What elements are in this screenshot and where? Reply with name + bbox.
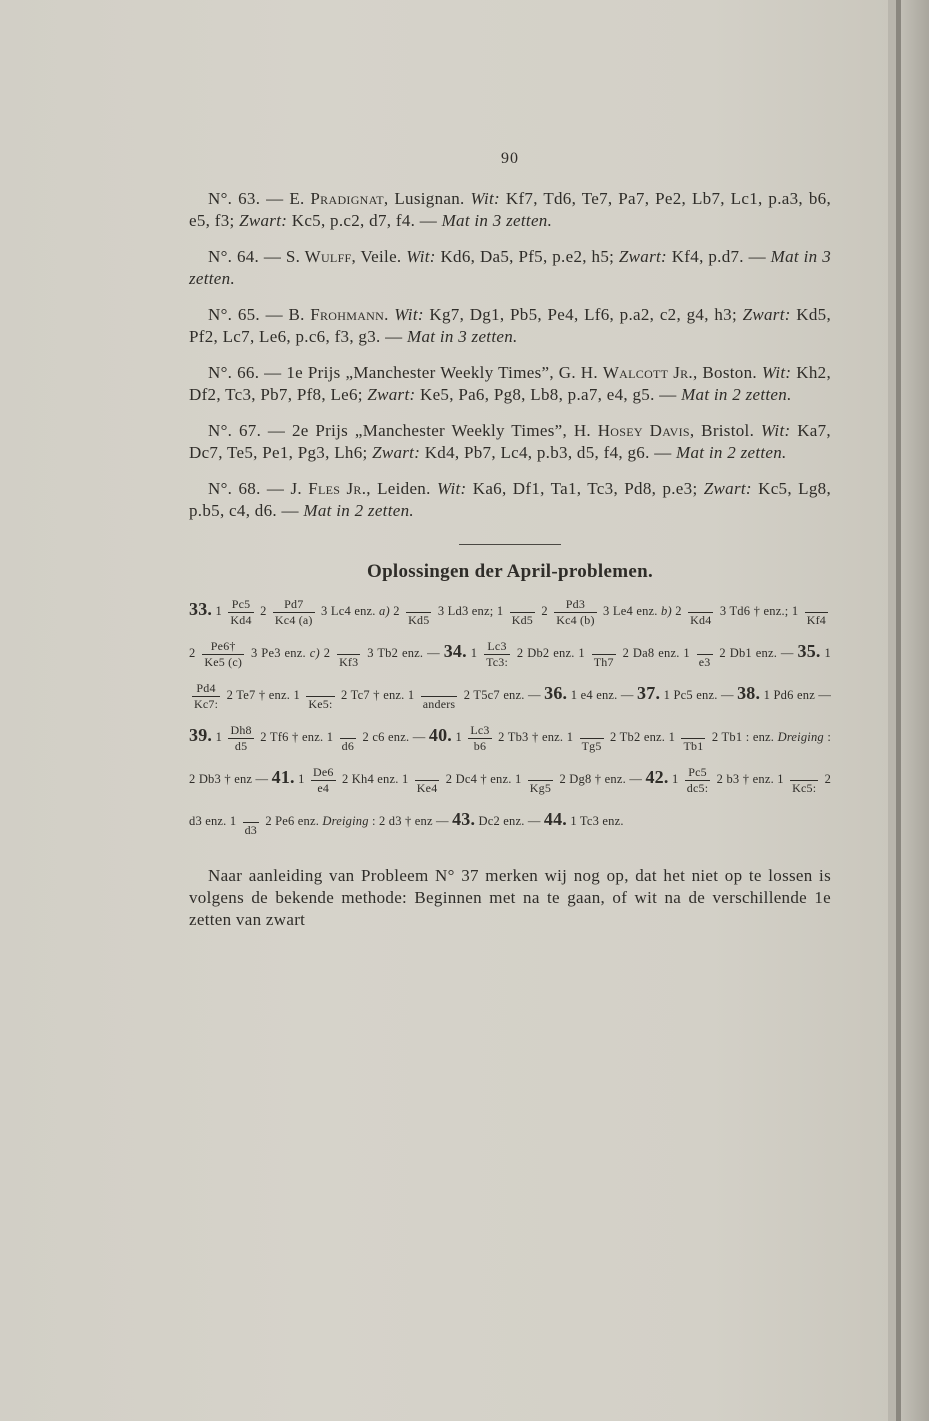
problem-author: Hosey Davis	[597, 421, 690, 440]
problem-place: , Bristol.	[689, 421, 761, 440]
problem-black-label: Zwart:	[367, 385, 416, 404]
move-text: 1	[455, 730, 462, 744]
problem-author: B. Frohmann	[288, 305, 385, 324]
solutions-block	[189, 589, 831, 841]
solution-number: 36.	[544, 683, 568, 703]
move-fraction: $\frac{Pd3}{Kc4 (b)}$	[556, 596, 595, 627]
problem-place: , Veile.	[351, 247, 407, 266]
problem-prefix: N°. 68. —	[208, 479, 291, 498]
move-fraction: $\frac{Pd7}{Kc4 (a)}$	[274, 596, 313, 627]
move-text: 3 Lc4 enz.	[321, 604, 376, 618]
move-fraction: $\frac{Lc3}{Tc3:}$	[486, 638, 509, 669]
move-fraction: $\frac{Pc5}{Kd4}$	[230, 596, 252, 627]
page-content	[189, 150, 831, 931]
move-text: : 2 Db3 † enz —	[189, 730, 832, 786]
move-fraction: Ke5:	[308, 696, 333, 711]
move-fraction: Kf3	[339, 654, 359, 669]
move-text: 2 Db1 enz. —	[719, 646, 794, 660]
problem-black: Kc5, p.c2, d7, f4. —	[287, 211, 442, 230]
problem-entry	[189, 362, 831, 406]
move-text: 1	[215, 604, 222, 618]
problem-black: Ke5, Pa6, Pg8, Lb8, p.a7, e4, g5. —	[415, 385, 682, 404]
move-text: 2 Db2 enz. 1	[516, 646, 585, 660]
move-fraction: anders	[422, 696, 456, 711]
move-fraction: Kg5	[529, 780, 552, 795]
solution-number: 35.	[797, 641, 821, 661]
move-text: 1	[671, 772, 679, 786]
problem-white: Kh2, Df2, Tc3, Pb7, Pf8, Le6;	[189, 363, 831, 404]
problem-entry	[189, 188, 831, 232]
move-text: 1	[298, 772, 305, 786]
solution-number: 39.	[189, 725, 213, 745]
move-text: 2 Dc4 † enz. 1	[445, 772, 522, 786]
move-text: 2 c6 enz. —	[362, 730, 426, 744]
problem-white-label: Wit:	[394, 305, 424, 324]
solution-number: 43.	[452, 809, 476, 829]
move-text: 3 Tb2 enz. —	[367, 646, 440, 660]
move-text: 2 Dg8 † enz. —	[559, 772, 643, 786]
move-text: 2 T5c7 enz. —	[463, 688, 541, 702]
problem-black: Kd5, Pf2, Lc7, Le6, p.c6, f3, g3. —	[189, 305, 832, 346]
move-text: 2 Tf6 † enz. 1	[260, 730, 334, 744]
problem-black: Kc5, Lg8, p.b5, c4, d6. —	[189, 479, 831, 520]
problem-author: E. Pradignat	[289, 189, 384, 208]
problem-entry	[189, 304, 831, 348]
move-text: 1 Tc3 enz.	[570, 814, 624, 828]
problem-white-label: Wit:	[470, 189, 500, 208]
problem-list	[189, 188, 831, 522]
problem-white-label: Wit:	[436, 479, 467, 498]
problem-place: , Leiden.	[366, 479, 437, 498]
move-fraction: $\frac{Dh8}{d5}$	[230, 722, 252, 753]
problem-white: Kg7, Dg1, Pb5, Pe4, Lf6, p.a2, c2, g4, h3;	[423, 305, 743, 324]
move-text: 2 Tb1 : enz.	[711, 730, 775, 744]
problem-white-label: Wit:	[761, 363, 792, 382]
solution-number: 38.	[737, 683, 761, 703]
problem-black-label: Zwart:	[239, 211, 288, 230]
page-edge	[888, 0, 896, 1421]
move-fraction: d6	[341, 738, 355, 753]
problem-white-label: Wit:	[406, 247, 436, 266]
move-text: 2 Pe6 enz.	[265, 814, 320, 828]
problem-white: Kd6, Da5, Pf5, p.e2, h5;	[435, 247, 619, 266]
move-fraction: $\frac{Pd4}{Kc7:}$	[194, 680, 219, 711]
move-fraction: Tb1	[683, 738, 704, 753]
move-text: 3 Pe3 enz.	[250, 646, 306, 660]
move-text: 2 Te7 † enz. 1	[226, 688, 300, 702]
move-text: : 2 d3 † enz —	[372, 814, 449, 828]
problem-black-label: Zwart:	[372, 443, 421, 462]
threat-label: Dreiging	[322, 814, 369, 828]
variation-label: a)	[379, 604, 390, 618]
problem-black-label: Zwart:	[618, 247, 667, 266]
move-text: 1	[824, 646, 831, 660]
problem-prefix: N°. 64. —	[208, 247, 286, 266]
book-edge	[901, 0, 929, 1421]
problem-black-label: Zwart:	[703, 479, 752, 498]
problem-prefix: N°. 65. —	[208, 305, 289, 324]
threat-label: Dreiging	[777, 730, 824, 744]
problem-result: Mat in 2 zetten.	[303, 501, 414, 520]
variation-label: c)	[309, 646, 320, 660]
problem-author: J. Fles Jr.	[290, 479, 367, 498]
move-text: 2 d3 enz. 1	[189, 772, 832, 828]
move-fraction: d3	[244, 822, 258, 837]
move-text: 3 Td6 † enz.; 1	[719, 604, 799, 618]
move-text: 1 e4 enz. —	[570, 688, 634, 702]
problem-place: .	[384, 305, 395, 324]
move-fraction: Tg5	[581, 738, 602, 753]
move-text: 2 Tc7 † enz. 1	[340, 688, 415, 702]
problem-black-label: Zwart:	[742, 305, 791, 324]
problem-place: , Lusignan.	[383, 189, 471, 208]
move-text: 3 Ld3 enz; 1	[437, 604, 504, 618]
move-text: 2	[675, 604, 682, 618]
move-fraction: Kd5	[511, 612, 533, 627]
move-fraction: Kd5	[408, 612, 430, 627]
problem-author: S. Wulff	[285, 247, 352, 266]
move-text: 2 Kh4 enz. 1	[341, 772, 409, 786]
move-fraction: e3	[698, 654, 711, 669]
move-fraction: $\frac{De6}{e4}$	[312, 764, 334, 795]
variation-label: b)	[661, 604, 672, 618]
problem-white: Ka7, Dc7, Te5, Pe1, Pg3, Lh6;	[189, 421, 831, 462]
problem-result: Mat in 2 zetten.	[676, 443, 787, 462]
move-text: 1	[215, 730, 223, 744]
move-text: 2 b3 † enz. 1	[716, 772, 784, 786]
solution-number: 42.	[645, 767, 669, 787]
move-fraction: $\frac{Pe6\dagger}{Ke5 (c)}$	[204, 638, 243, 669]
move-text: 2 Tb3 † enz. 1	[498, 730, 574, 744]
move-text: Dc2 enz. —	[478, 814, 541, 828]
move-fraction: $\frac{Pc5}{dc5:}$	[686, 764, 709, 795]
problem-prefix: N°. 63. —	[208, 189, 290, 208]
section-heading: Oplossingen der April-problemen.	[366, 561, 654, 582]
section-divider	[459, 544, 561, 545]
move-text: 2 Tb2 enz. 1	[610, 730, 676, 744]
move-fraction: Ke4	[416, 780, 438, 795]
move-text: 1 Pc5 enz. —	[663, 688, 734, 702]
problem-result: Mat in 3 zetten.	[189, 247, 832, 288]
solution-number: 44.	[543, 809, 568, 829]
move-text: 1	[470, 646, 478, 660]
page-number: 90	[501, 150, 519, 167]
problem-white: Ka6, Df1, Ta1, Tc3, Pd8, p.e3;	[466, 479, 704, 498]
move-text: 2	[323, 646, 331, 660]
solution-number: 33.	[189, 599, 213, 619]
problem-prefix: N°. 66. — 1e Prijs „Manchester Weekly Times”, G. H.	[208, 363, 603, 382]
move-text: 2	[260, 604, 267, 618]
problem-entry	[189, 420, 831, 464]
solution-number: 37.	[637, 683, 661, 703]
problem-white-label: Wit:	[760, 421, 791, 440]
solution-number: 41.	[271, 767, 295, 787]
move-text: 2	[541, 604, 548, 618]
problem-author: Walcott Jr.	[602, 363, 693, 382]
problem-black: Kf4, p.d7. —	[667, 247, 771, 266]
problem-result: Mat in 3 zetten.	[441, 211, 553, 230]
move-text: 2 Da8 enz. 1	[622, 646, 690, 660]
move-fraction: Th7	[593, 654, 614, 669]
move-fraction: Kd4	[690, 612, 712, 627]
closing-paragraph: Naar aanleiding van Probleem N° 37 merken wij nog op, dat het niet op te lossen is volgens de bekende methode: Beginnen met na te gaan, of wit na de verschillende 1e zetten van zwart	[189, 866, 831, 929]
move-fraction: Kf4	[806, 612, 826, 627]
problem-black: Kd4, Pb7, Lc4, p.b3, d5, f4, g6. —	[420, 443, 677, 462]
problem-white: Kf7, Td6, Te7, Pa7, Pe2, Lb7, Lc1, p.a3, b6, e5, f3;	[189, 189, 831, 230]
problem-result: Mat in 2 zetten.	[681, 385, 792, 404]
move-text: 1 Pd6 enz —	[763, 688, 832, 702]
move-text: 2	[393, 604, 400, 618]
problem-entry	[189, 246, 831, 290]
problem-entry	[189, 478, 831, 522]
move-fraction: Kc5:	[792, 780, 817, 795]
solution-number: 40.	[428, 725, 453, 745]
move-text: 2	[189, 646, 196, 660]
problem-result: Mat in 3 zetten.	[406, 327, 518, 346]
problem-prefix: N°. 67. — 2e Prijs „Manchester Weekly Times”, H.	[208, 421, 598, 440]
solution-number: 34.	[443, 641, 467, 661]
problem-place: , Boston.	[692, 363, 762, 382]
move-fraction: $\frac{Lc3}{b6}$	[470, 722, 490, 753]
move-text: 3 Le4 enz.	[603, 604, 658, 618]
